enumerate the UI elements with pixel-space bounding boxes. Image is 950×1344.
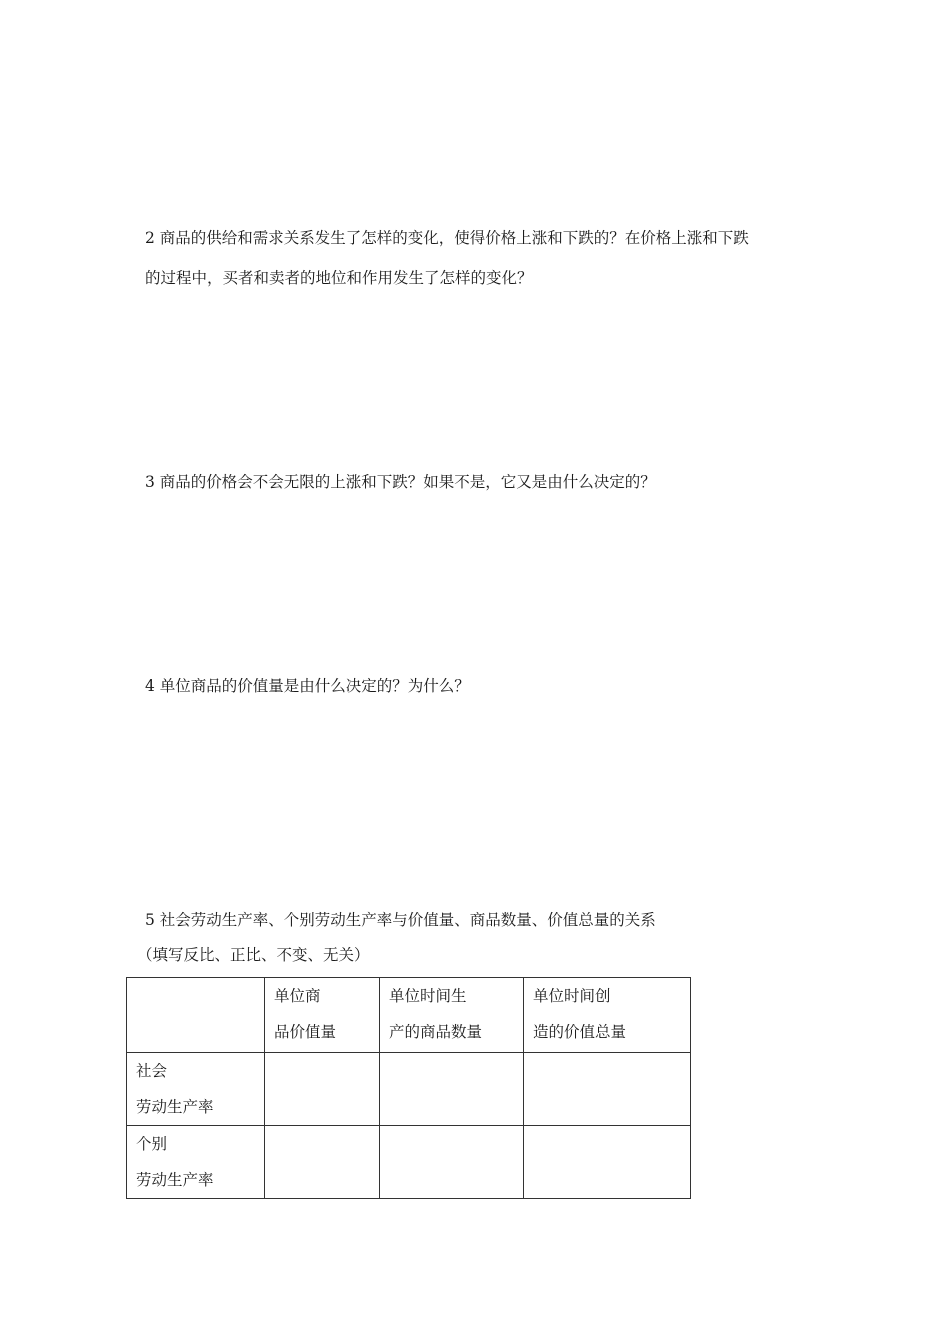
table-row	[127, 1053, 691, 1126]
question-5	[145, 900, 656, 940]
row-label-individual	[127, 1126, 265, 1199]
row-label-social-line-1: 社会	[136, 1062, 168, 1080]
question-3-line-1: 3 商品的价格会不会无限的上涨和下跌？如果不是，它又是由什么决定的？	[145, 473, 656, 491]
answer-cell[interactable]	[380, 1126, 524, 1199]
answer-cell[interactable]	[265, 1053, 380, 1126]
relationship-table	[126, 977, 691, 1199]
question-2-line-2: 的过程中，买者和卖者的地位和作用发生了怎样的变化？	[145, 269, 533, 287]
header-quantity-line-2: 产的商品数量	[389, 1023, 483, 1041]
header-quantity-per-time	[380, 978, 524, 1053]
header-quantity-line-1: 单位时间生	[389, 987, 467, 1005]
answer-cell[interactable]	[524, 1126, 691, 1199]
table-row	[127, 1126, 691, 1199]
answer-cell[interactable]	[524, 1053, 691, 1126]
row-label-individual-line-2: 劳动生产率	[136, 1171, 214, 1189]
header-total-value-line-1: 单位时间创	[533, 987, 611, 1005]
table-corner-cell	[127, 978, 265, 1053]
question-3	[145, 462, 656, 502]
header-total-value-line-2: 造的价值总量	[533, 1023, 627, 1041]
table-header-row	[127, 978, 691, 1053]
header-unit-value	[265, 978, 380, 1053]
answer-cell[interactable]	[380, 1053, 524, 1126]
question-2-line-1: 2 商品的供给和需求关系发生了怎样的变化，使得价格上涨和下跌的？在价格上涨和下跌	[145, 229, 749, 247]
question-4	[145, 666, 470, 706]
question-5-line-1: 5 社会劳动生产率、个别劳动生产率与价值量、商品数量、价值总量的关系	[145, 911, 656, 929]
row-label-social	[127, 1053, 265, 1126]
question-5-instruction: （填写反比、正比、不变、无关）	[137, 946, 370, 964]
row-label-individual-line-1: 个别	[136, 1135, 168, 1153]
header-unit-value-line-2: 品价值量	[274, 1023, 337, 1041]
answer-cell[interactable]	[265, 1126, 380, 1199]
question-2	[145, 218, 749, 298]
header-unit-value-line-1: 单位商	[274, 987, 321, 1005]
question-4-line-1: 4 单位商品的价值量是由什么决定的？为什么？	[145, 677, 470, 695]
row-label-social-line-2: 劳动生产率	[136, 1098, 214, 1116]
header-total-value-per-time	[524, 978, 691, 1053]
